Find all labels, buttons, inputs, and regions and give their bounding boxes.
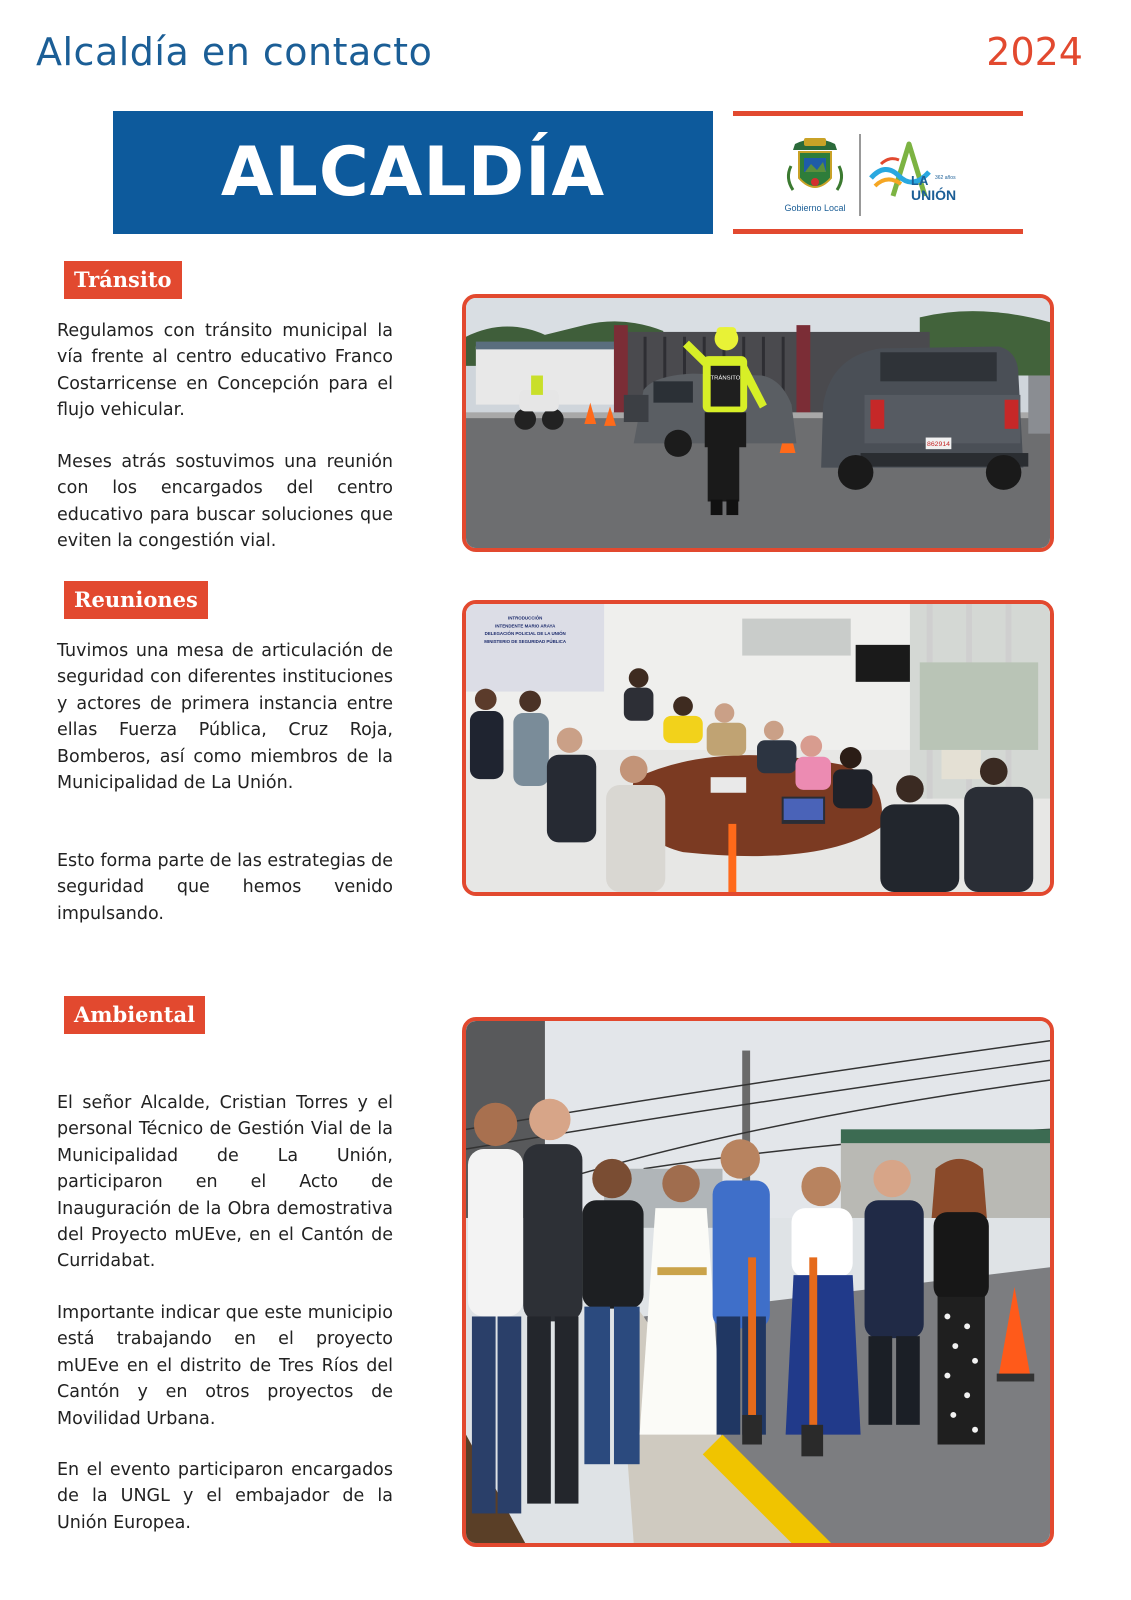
section-tag-ambiental: Ambiental bbox=[64, 996, 205, 1034]
logo-bottom-rule bbox=[733, 229, 1023, 234]
slide-line-3: DELEGACIÓN POLICIAL DE LA UNIÓN bbox=[484, 631, 566, 637]
reuniones-paragraph-2: Esto forma parte de las estrategias de seguridad que hemos venido impulsando. bbox=[57, 851, 393, 924]
gobierno-local-label: Gobierno Local bbox=[784, 203, 846, 213]
section-tag-transito: Tránsito bbox=[64, 261, 182, 299]
officer-vest-text: TRÁNSITO bbox=[710, 375, 741, 382]
logo-panel bbox=[733, 111, 1023, 234]
ambiental-photo bbox=[462, 1017, 1054, 1547]
slide-line-4: MINISTERIO DE SEGURIDAD PÚBLICA bbox=[484, 638, 567, 644]
municipal-logos bbox=[733, 116, 1023, 229]
section-tag-reuniones: Reuniones bbox=[64, 581, 208, 619]
reuniones-paragraph-1: Tuvimos una mesa de articulación de seguridad con diferentes instituciones y actores de primera instancia entre ellas Fuerza Pública, Cruz Roja, Bomberos, así como miembros de la Municipalidad de La Unión. bbox=[57, 641, 393, 794]
publication-year: 2024 bbox=[986, 30, 1083, 74]
license-plate-text: 862914 bbox=[927, 441, 951, 449]
transito-photo bbox=[462, 294, 1054, 552]
la-union-top-label: LA bbox=[911, 173, 929, 188]
slide-line-1: INTRODUCCIÓN bbox=[507, 615, 543, 621]
ambiental-paragraph-3: En el evento participaron encargados de la UNGL y el embajador de la Unión Europea. bbox=[57, 1460, 393, 1533]
section-banner bbox=[113, 111, 713, 234]
banner-title: ALCALDÍA bbox=[220, 133, 606, 212]
ambiental-paragraph-2: Importante indicar que este municipio está trabajando en el proyecto mUEve en el distrito de Tres Ríos del Cantón y en otros proyectos de Movilidad Urbana. bbox=[57, 1303, 393, 1429]
transito-paragraph-1: Regulamos con tránsito municipal la vía frente al centro educativo Franco Costarricense en Concepción para el flujo vehicular. bbox=[57, 321, 393, 421]
ambiental-paragraph-1: El señor Alcalde, Cristian Torres y el personal Técnico de Gestión Vial de la Municipalidad de La Unión, participaron en el Acto de Inauguración de la Obra demostrativa del Proyecto mUEve, en el Cantón de Curridabat. bbox=[57, 1093, 393, 1272]
publication-title: Alcaldía en contacto bbox=[36, 30, 433, 74]
transito-paragraph-2: Meses atrás sostuvimos una reunión con los encargados del centro educativo para buscar soluciones que eviten la congestión vial. bbox=[57, 452, 393, 552]
la-union-bottom-label: UNIÓN bbox=[911, 187, 957, 203]
slide-line-2: INTENDENTE MARIO ARAYA bbox=[495, 623, 556, 629]
coat-of-arms-icon bbox=[788, 138, 841, 190]
la-union-small-label: 362 años bbox=[935, 175, 956, 181]
reuniones-photo bbox=[462, 600, 1054, 896]
